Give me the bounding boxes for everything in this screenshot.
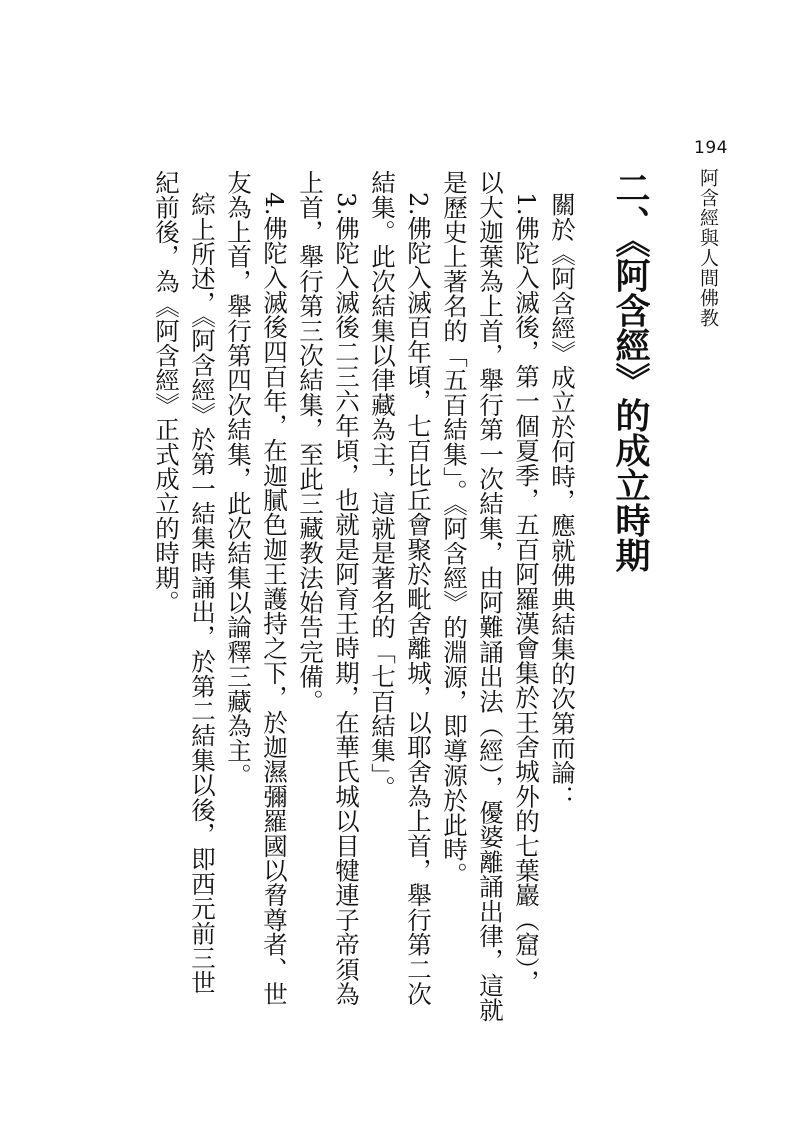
text-column: 紀前後，為《阿含經》正式成立的時期。 — [152, 170, 181, 615]
text-column: 1.佛陀入滅後，第一個夏季，五百阿羅漢會集於王舍城外的七葉巖（窟）， — [512, 192, 541, 994]
body-text — [148, 170, 580, 1030]
text-column: 以大迦葉為上首，舉行第一次結集，由阿難誦出法（經），優婆離誦出律，這就 — [476, 170, 505, 1023]
text-column: 上首，舉行第三次結集，至此三藏教法始告完備。 — [296, 170, 325, 714]
page-number: 194 — [694, 138, 728, 158]
text-column: 是歷史上著名的「五百結集」。《阿含經》的淵源，即導源於此時。 — [440, 170, 469, 887]
text-column: 2.佛陀入滅百年頃，七百比丘會聚於毗舍離城，以耶舍為上首，舉行第二次 — [404, 192, 433, 1007]
text-column: 關於《阿含經》成立於何時，應就佛典結集的次第而論： — [548, 192, 577, 810]
text-column: 3.佛陀入滅後二三六年頃，也就是阿育王時期，在華氏城以目犍連子帝須為 — [332, 192, 361, 1007]
running-head: 阿含經與人間佛教 — [697, 168, 719, 328]
section-heading: 二、《阿含經》的成立時期 — [610, 170, 650, 573]
text-column: 綜上所述，《阿含經》於第一結集時誦出，於第二結集以後，即西元前三世 — [188, 192, 217, 995]
text-column: 4.佛陀入滅後四百年，在迦膩色迦王護持之下，於迦濕彌羅國以脅尊者、世 — [260, 192, 289, 1007]
text-column: 結集。此次結集以律藏為主，這就是著名的「七百結集」。 — [368, 170, 397, 800]
text-column: 友為上首，舉行第四次結集，此次結集以論釋三藏為主。 — [224, 170, 253, 788]
